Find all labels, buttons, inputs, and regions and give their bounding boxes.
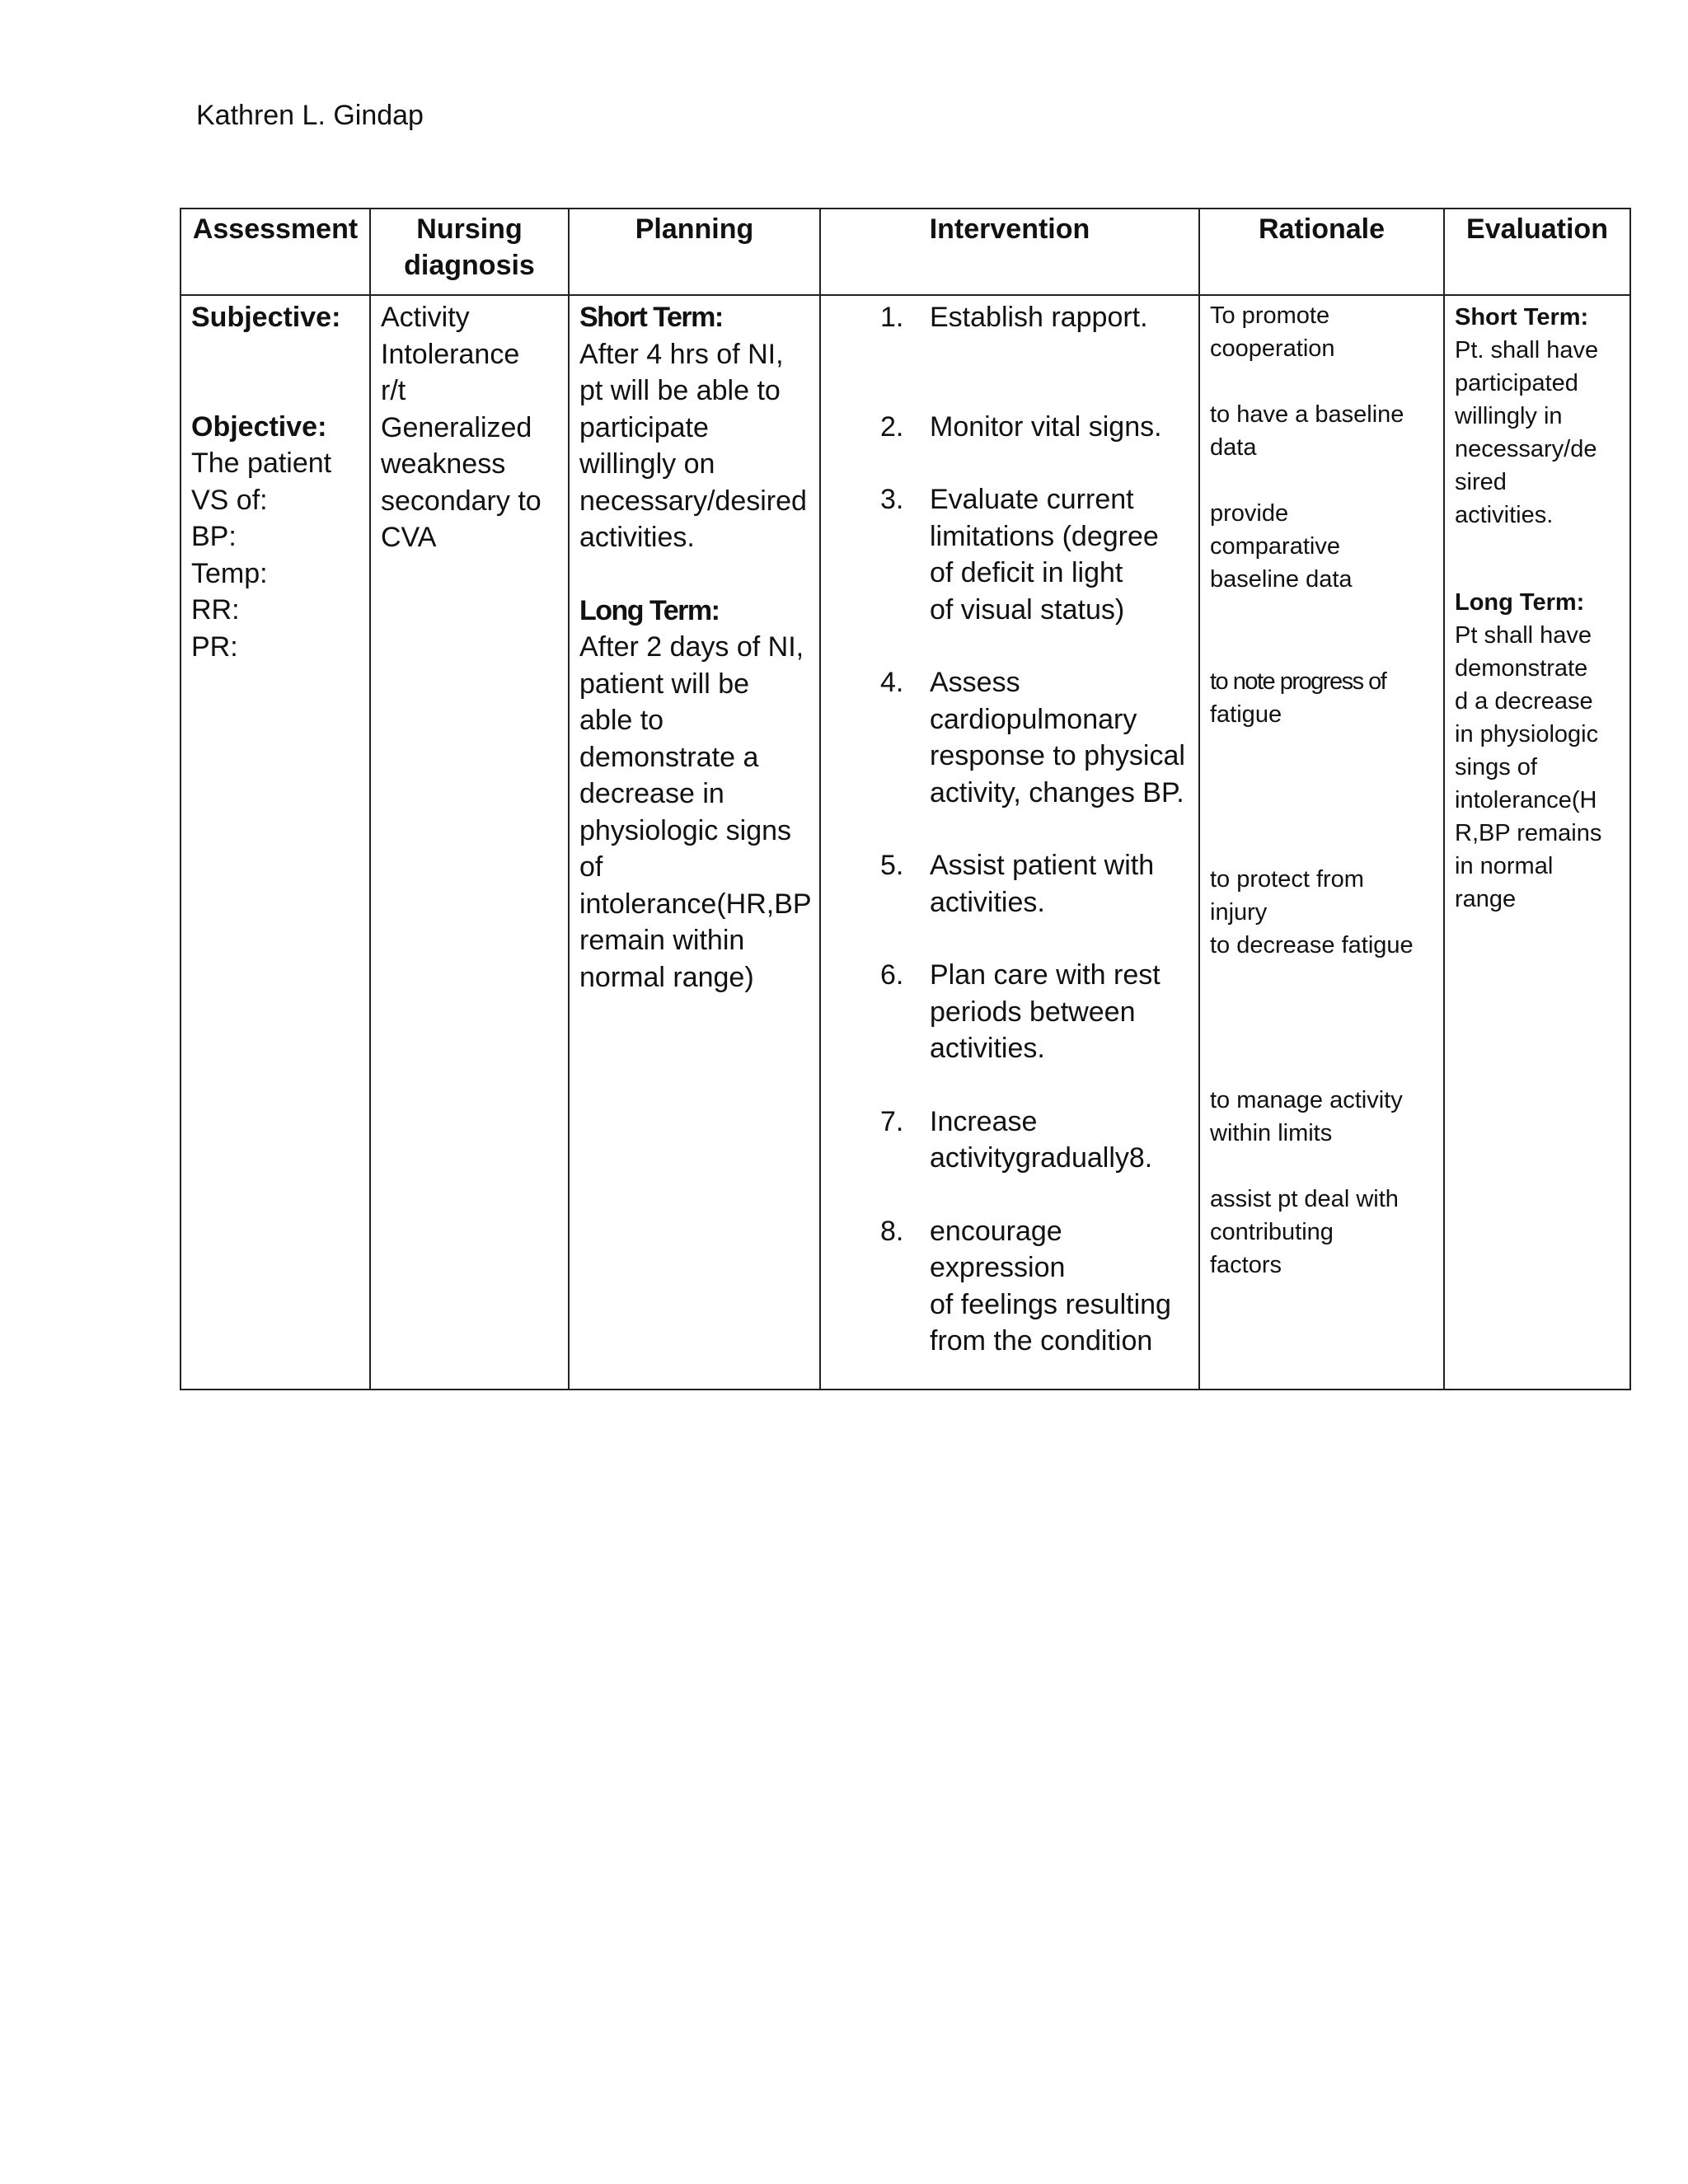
rationale-item <box>1210 1084 1433 1150</box>
evaluation-short-term-label: Short Term: <box>1455 304 1589 330</box>
planning-short-term-label: Short Term: <box>579 302 723 333</box>
evaluation-line: intolerance(H <box>1455 787 1597 813</box>
planning-line: pt will be able to <box>579 375 781 406</box>
evaluation-line: Pt. shall have <box>1455 337 1599 363</box>
rationale-line: injury <box>1210 899 1268 926</box>
rationale-item <box>1210 665 1433 731</box>
intervention-item <box>831 299 1189 336</box>
intervention-item <box>831 957 1189 1067</box>
intervention-line: of visual status) <box>930 593 1125 626</box>
evaluation-line: R,BP remains <box>1455 820 1602 846</box>
evaluation-cell <box>1444 295 1630 1390</box>
care-plan-row <box>181 295 1630 1390</box>
evaluation-line: d a decrease <box>1455 688 1593 715</box>
evaluation-line: in physiologic <box>1455 721 1599 748</box>
planning-line: of <box>579 851 603 883</box>
rationale-line: cooperation <box>1210 335 1335 362</box>
intervention-line: Establish rapport. <box>930 302 1148 333</box>
intervention-line: Evaluate current <box>930 484 1134 515</box>
planning-line: remain within <box>579 925 745 956</box>
planning-line: normal range) <box>579 961 754 993</box>
evaluation-line: demonstrate <box>1455 655 1588 682</box>
rationale-line: fatigue <box>1210 701 1282 728</box>
assessment-cell <box>181 295 370 1390</box>
planning-line: intolerance(HR,BP <box>579 888 812 920</box>
intervention-line: encourage <box>930 1215 1062 1247</box>
evaluation-line: sired <box>1455 469 1507 495</box>
planning-line: After 2 days of NI, <box>579 631 804 663</box>
rationale-line: to protect from <box>1210 866 1364 893</box>
rationale-item <box>1210 929 1433 962</box>
rationale-item <box>1210 398 1433 464</box>
assessment-line: RR: <box>191 594 240 626</box>
header-intervention: Intervention <box>820 209 1199 295</box>
intervention-cell <box>820 295 1199 1390</box>
evaluation-line: in normal <box>1455 853 1554 879</box>
intervention-line: Monitor vital signs. <box>930 410 1162 443</box>
intervention-number: 1. <box>880 302 904 333</box>
rationale-line: comparative <box>1210 533 1340 560</box>
evaluation-line: sings of <box>1455 754 1537 780</box>
diagnosis-line: CVA <box>381 522 437 553</box>
evaluation-line: range <box>1455 886 1517 912</box>
author-name: Kathren L. Gindap <box>196 100 424 131</box>
planning-line: able to <box>579 705 664 736</box>
intervention-line: Assist patient with <box>930 850 1155 881</box>
evaluation-long-term-label: Long Term: <box>1455 589 1585 616</box>
rationale-line: To promote <box>1210 302 1330 329</box>
diagnosis-line: Activity <box>381 302 470 333</box>
intervention-line: Assess <box>930 667 1020 698</box>
intervention-number: 7. <box>880 1105 904 1137</box>
rationale-line: assist pt deal with <box>1210 1186 1399 1212</box>
planning-line: necessary/desired <box>579 485 807 517</box>
intervention-line: activity, changes BP. <box>930 776 1184 808</box>
planning-line: demonstrate a <box>579 741 759 773</box>
assessment-line: BP: <box>191 521 237 552</box>
nursing-care-plan-table <box>180 208 1631 1390</box>
intervention-item <box>831 409 1189 446</box>
intervention-line: cardiopulmonary <box>930 703 1137 735</box>
intervention-line: response to physical <box>930 740 1185 771</box>
header-nursing-diagnosis: Nursing diagnosis <box>370 209 569 295</box>
rationale-line: to manage activity <box>1210 1087 1403 1113</box>
diagnosis-line: r/t <box>381 375 406 406</box>
rationale-item <box>1210 497 1433 596</box>
intervention-list <box>831 296 1189 1360</box>
rationale-line: contributing <box>1210 1219 1334 1245</box>
planning-line: decrease in <box>579 778 724 809</box>
rationale-cell <box>1199 295 1444 1390</box>
rationale-line: to have a baseline <box>1210 401 1404 428</box>
intervention-line: activities. <box>930 1033 1045 1064</box>
evaluation-line: necessary/de <box>1455 436 1597 462</box>
planning-line: patient will be <box>579 668 750 700</box>
rationale-line: factors <box>1210 1252 1282 1278</box>
intervention-item <box>831 664 1189 811</box>
assessment-line: VS of: <box>191 484 268 516</box>
diagnosis-line: Generalized <box>381 411 532 443</box>
evaluation-line: participated <box>1455 370 1578 396</box>
rationale-line: baseline data <box>1210 566 1353 593</box>
subjective-label: Subjective: <box>191 302 341 333</box>
nursing-diagnosis-cell <box>370 295 569 1390</box>
planning-line: willingly on <box>579 448 715 480</box>
intervention-line: Increase <box>930 1105 1038 1137</box>
planning-line: participate <box>579 411 709 443</box>
intervention-number: 3. <box>880 484 904 515</box>
intervention-line: from the condition <box>930 1325 1153 1357</box>
planning-long-term-label: Long Term: <box>579 594 720 626</box>
intervention-line: activitygradually8. <box>930 1142 1153 1174</box>
intervention-item <box>831 481 1189 628</box>
intervention-number: 6. <box>880 959 904 991</box>
assessment-line: The patient <box>191 448 332 479</box>
rationale-item <box>1210 863 1433 929</box>
rationale-line: within limits <box>1210 1120 1333 1146</box>
rationale-line: to note progress of <box>1210 668 1386 695</box>
intervention-item <box>831 1104 1189 1177</box>
intervention-number: 8. <box>880 1215 904 1247</box>
intervention-number: 4. <box>880 667 904 698</box>
header-assessment: Assessment <box>181 209 370 295</box>
rationale-item <box>1210 1183 1433 1282</box>
intervention-line: activities. <box>930 886 1045 918</box>
intervention-line: of deficit in light <box>930 557 1123 588</box>
rationale-item <box>1210 299 1433 365</box>
rationale-line: provide <box>1210 500 1289 527</box>
intervention-number: 5. <box>880 850 904 881</box>
intervention-item <box>831 847 1189 921</box>
assessment-line: Temp: <box>191 557 268 589</box>
intervention-line: Plan care with rest <box>930 959 1160 991</box>
intervention-item <box>831 1213 1189 1360</box>
header-row <box>181 209 1630 295</box>
intervention-line: expression <box>930 1252 1066 1283</box>
intervention-number: 2. <box>880 410 904 443</box>
intervention-line: of feelings resulting <box>930 1288 1171 1320</box>
intervention-line: limitations (degree <box>930 520 1159 552</box>
planning-line: activities. <box>579 522 695 553</box>
intervention-line: periods between <box>930 996 1136 1028</box>
planning-cell <box>569 295 820 1390</box>
planning-line: physiologic signs <box>579 814 792 846</box>
planning-line: After 4 hrs of NI, <box>579 338 784 370</box>
objective-label: Objective: <box>191 410 327 443</box>
diagnosis-line: Intolerance <box>381 338 520 370</box>
header-rationale: Rationale <box>1199 209 1444 295</box>
diagnosis-line: secondary to <box>381 485 542 517</box>
header-planning: Planning <box>569 209 820 295</box>
diagnosis-line: weakness <box>381 448 506 480</box>
rationale-line: to decrease fatigue <box>1210 932 1414 958</box>
evaluation-line: willingly in <box>1455 403 1563 429</box>
evaluation-line: Pt shall have <box>1455 622 1592 649</box>
header-evaluation: Evaluation <box>1444 209 1630 295</box>
assessment-line: PR: <box>191 630 238 663</box>
rationale-line: data <box>1210 434 1257 461</box>
evaluation-line: activities. <box>1455 502 1554 528</box>
